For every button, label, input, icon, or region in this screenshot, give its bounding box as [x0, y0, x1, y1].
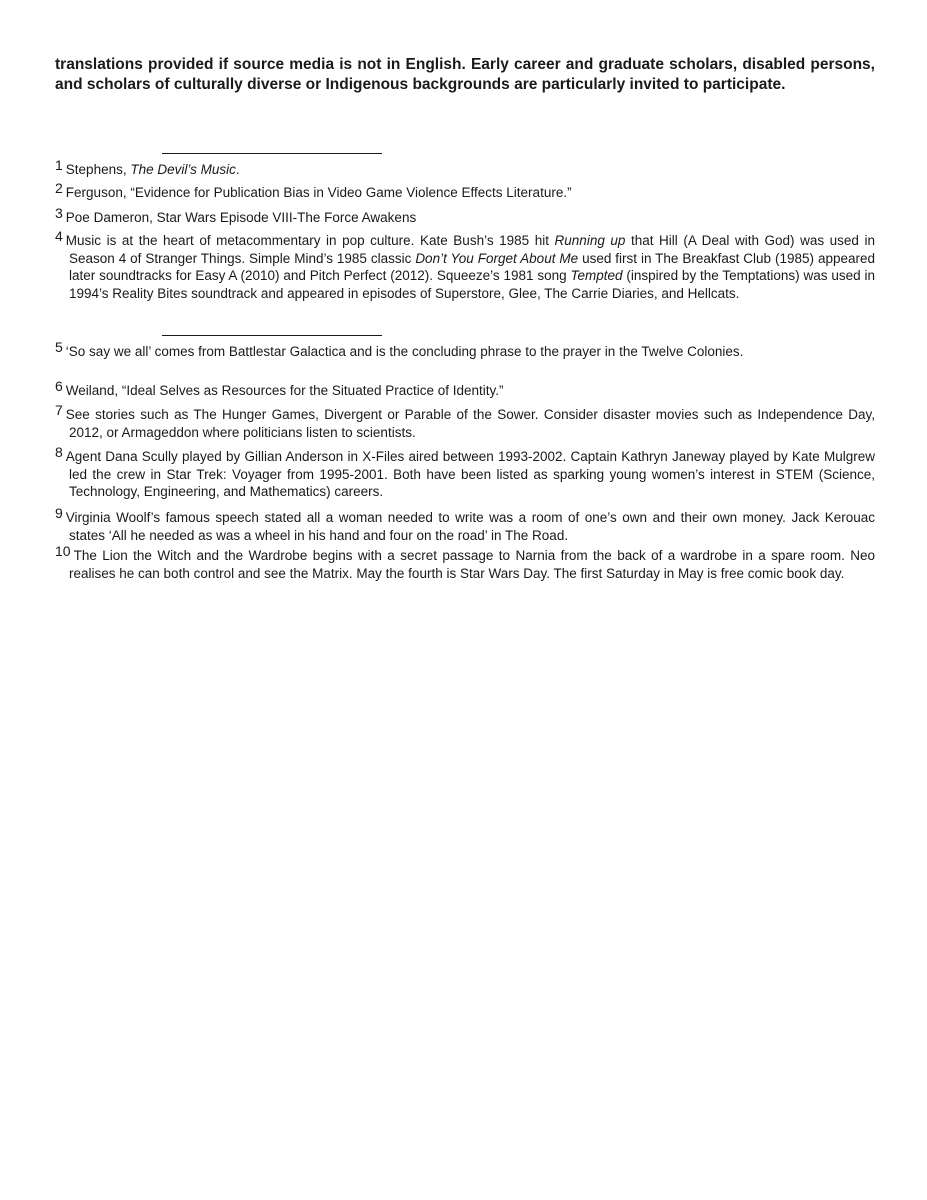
footnote-6 — [55, 378, 875, 400]
footnote-text: The Lion the Witch and the Wardrobe begins with a secret passage to Narnia from the back of a wardrobe in a spare room. Neo realises he can both control and see the Matrix. May the fourth is Star Wars Day. The first Saturday in May is free comic book day. — [69, 548, 875, 581]
footnote-text: that Hill (A Deal with God) was used in Season 4 of Stranger Things. Simple Mind’s 1985 classic — [69, 233, 875, 266]
footnote-3 — [55, 205, 875, 227]
footnote-number: 6 — [55, 378, 63, 394]
footnote-text: (inspired by the Temptations) was used in 1994’s Reality Bites soundtrack and appeared in episodes of Superstore, Glee, The Carrie Diaries, and Hellcats. — [69, 268, 875, 301]
footnote-7 — [55, 402, 875, 441]
footnote-separator — [162, 335, 382, 336]
footnote-9 — [55, 505, 875, 544]
footnote-song-title: Running up — [554, 233, 626, 248]
footnote-song-title: Don’t You Forget About Me — [415, 250, 579, 266]
footnote-number: 1 — [55, 157, 63, 173]
footnote-text: Ferguson, “Evidence for Publication Bias in Video Game Violence Effects Literature.” — [65, 185, 572, 200]
footnote-song-title: Tempted — [570, 268, 623, 283]
footnote-number: 10 — [55, 543, 71, 559]
footnote-separator — [162, 153, 382, 154]
footnote-number: 3 — [55, 205, 63, 221]
footnote-title: The Devil’s Music — [130, 162, 236, 177]
footnote-number: 2 — [55, 180, 63, 196]
footnote-number: 8 — [55, 444, 63, 460]
footnote-4 — [55, 228, 875, 302]
footnote-1 — [55, 157, 875, 179]
intro-paragraph: translations provided if source media is not in English. Early career and graduate scholars, disabled persons, and scholars of culturally diverse or Indigenous backgrounds are particularly invited to participate. — [55, 56, 875, 93]
footnote-text: ‘So say we all’ comes from Battlestar Galactica and is the concluding phrase to the prayer in the Twelve Colonies. — [65, 344, 744, 359]
footnote-text: Virginia Woolf’s famous speech stated all a woman needed to write was a room of one’s own and their own money. Jack Kerouac states ‘All he needed as was a wheel in his hand and four on the road’ in The Road. — [65, 510, 875, 543]
footnote-text: used first in The Breakfast Club (1985) appeared later soundtracks for Easy A (2010) and Pitch Perfect (2012). Squeeze’s 1981 song — [69, 250, 875, 283]
footnote-10 — [55, 543, 875, 582]
footnote-text: Music is at the heart of metacommentary in pop culture. Kate Bush’s 1985 hit — [65, 233, 555, 248]
footnote-8 — [55, 444, 875, 501]
footnote-text: Weiland, “Ideal Selves as Resources for the Situated Practice of Identity.” — [65, 383, 504, 398]
footnote-number: 7 — [55, 402, 63, 418]
footnote-text: Poe Dameron, Star Wars Episode VIII-The Force Awakens — [65, 210, 417, 225]
footnote-text: . — [235, 162, 240, 177]
footnote-text: Agent Dana Scully played by Gillian Anderson in X-Files aired between 1993-2002. Captain Kathryn Janeway played by Kate Mulgrew led the crew in Star Trek: Voyager from 1995-2001. Both have been listed as sparking young women’s interest in STEM (Science, Technology, Engineering, and Mathematics) careers. — [65, 449, 875, 499]
footnote-text: Stephens, — [65, 162, 131, 177]
footnote-number: 9 — [55, 505, 63, 521]
footnote-number: 4 — [55, 228, 63, 244]
footnote-number: 5 — [55, 339, 63, 355]
footnote-5 — [55, 339, 775, 361]
footnote-2 — [55, 180, 875, 202]
footnote-text: See stories such as The Hunger Games, Divergent or Parable of the Sower. Consider disaster movies such as Independence Day, 2012, or Armageddon where politicians listen to scientists. — [65, 407, 875, 440]
